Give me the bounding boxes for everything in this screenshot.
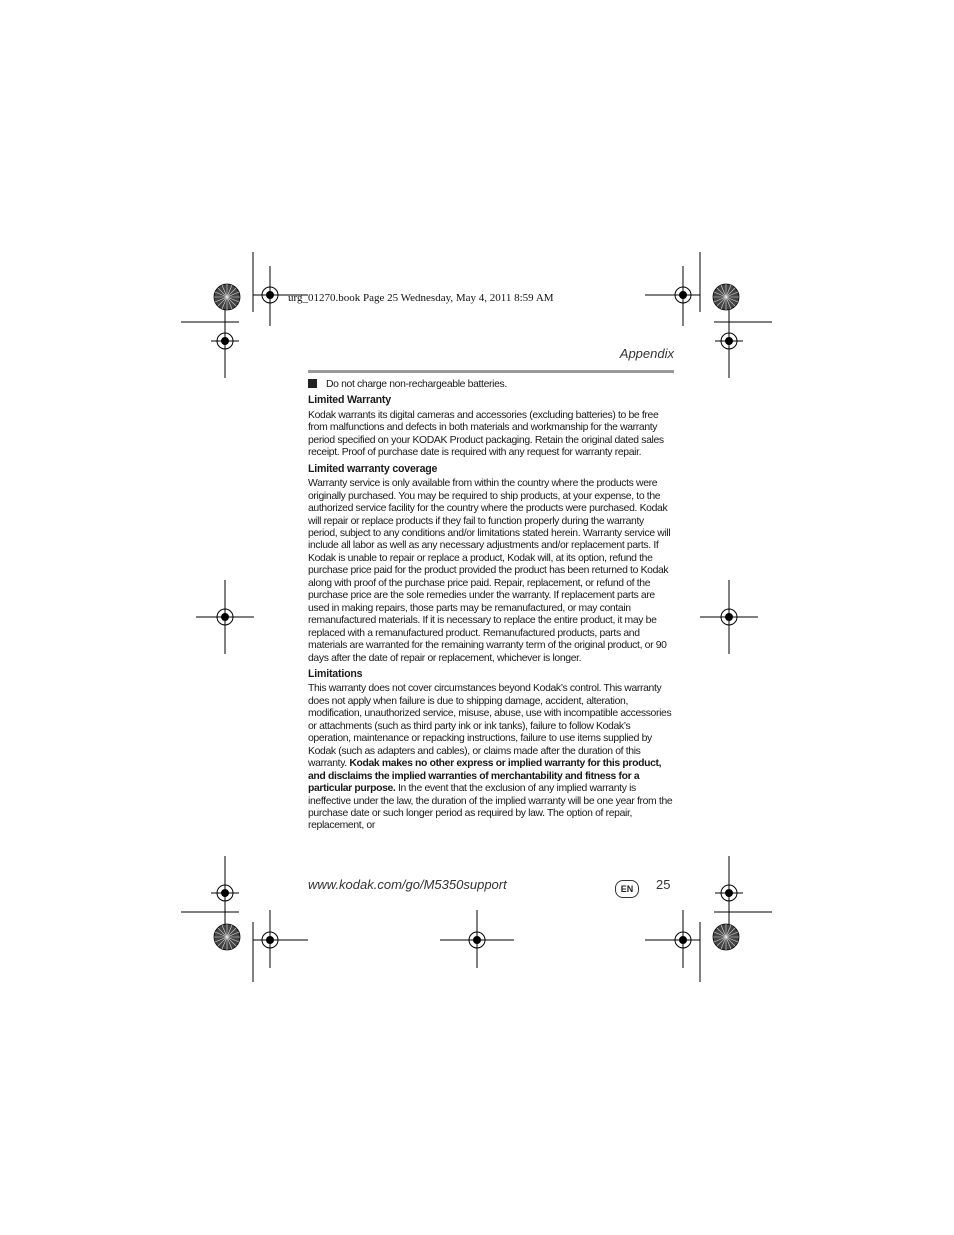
page-body — [308, 378, 674, 836]
header-rule — [308, 370, 674, 373]
running-head: Appendix — [619, 346, 674, 361]
heading-warranty-coverage: Limited warranty coverage — [308, 462, 438, 475]
heading-limited-warranty: Limited Warranty — [308, 394, 391, 407]
paragraph-limited-warranty: Kodak warrants its digital cameras and accessories (excluding batteries) to be free from malfunctions and defects in both materials and workmanship for the warranty period specified on your KODAK Product packaging. Retain the original dated sales receipt. Proof of purchase date is required with any request for warranty repair. — [308, 409, 664, 459]
square-bullet-icon — [308, 379, 317, 388]
heading-limitations: Limitations — [308, 667, 363, 680]
paragraph-warranty-coverage: Warranty service is only available from within the country where the products were originally purchased. You may be required to ship products, at your expense, to the authorized service facility for the country where the products were purchased. Kodak will repair or replace products if they fail to function properly during the warranty period, subject to any conditions and/or limitations stated herein. Warranty service will include all labor as well as any necessary adjustments and/or replacement parts. If Kodak is unable to repair or replace a product, Kodak will, at its option, refund the purchase price paid for the product provided the product has been returned to Kodak along with proof of the purchase price paid. Repair, replacement, or refund of the purchase price are the sole remedies under the warranty. If replacement parts are used in making repairs, those parts may be remanufactured, or may contain remanufactured materials. If it is necessary to replace the entire product, it may be replaced with a remanufactured product. Remanufactured products, parts and materials are warranted for the remaining warranty term of the original product, or 90 days after the date of repair or replacement, whichever is longer. — [308, 478, 671, 664]
bullet-item — [308, 378, 674, 391]
support-url: www.kodak.com/go/M5350support — [308, 877, 507, 892]
bullet-text: Do not charge non-rechargeable batteries. — [326, 379, 507, 390]
language-badge: EN — [615, 880, 639, 898]
print-slug: urg_01270.book Page 25 Wednesday, May 4, 2011 8:59 AM — [288, 292, 554, 304]
paragraph-limitations — [308, 683, 674, 832]
limitations-text-end: In the event that the exclusion of any implied warranty is ineffective under the law, the duration of the implied warranty will be one year from the purchase date or such longer period as required by law. The option of repair, replacement, or — [308, 783, 673, 832]
page-number: 25 — [656, 877, 671, 892]
limitations-text-start: This warranty does not cover circumstances beyond Kodak’s control. This warranty does not apply when failure is due to shipping damage, accident, alteration, modification, unauthorized service, misuse, abuse, use with incompatible accessories or attachments (such as third party ink or ink tanks), failure to follow Kodak’s operation, maintenance or repacking instructions, failure to use items supplied by Kodak (such as adapters and cables), or claims made after the duration of this warranty. — [308, 683, 672, 770]
limitations-disclaimer: Kodak makes no other express or implied warranty for this product, and disclaims the implied warranties of merchantability and fitness for a particular purpose. — [308, 758, 662, 795]
